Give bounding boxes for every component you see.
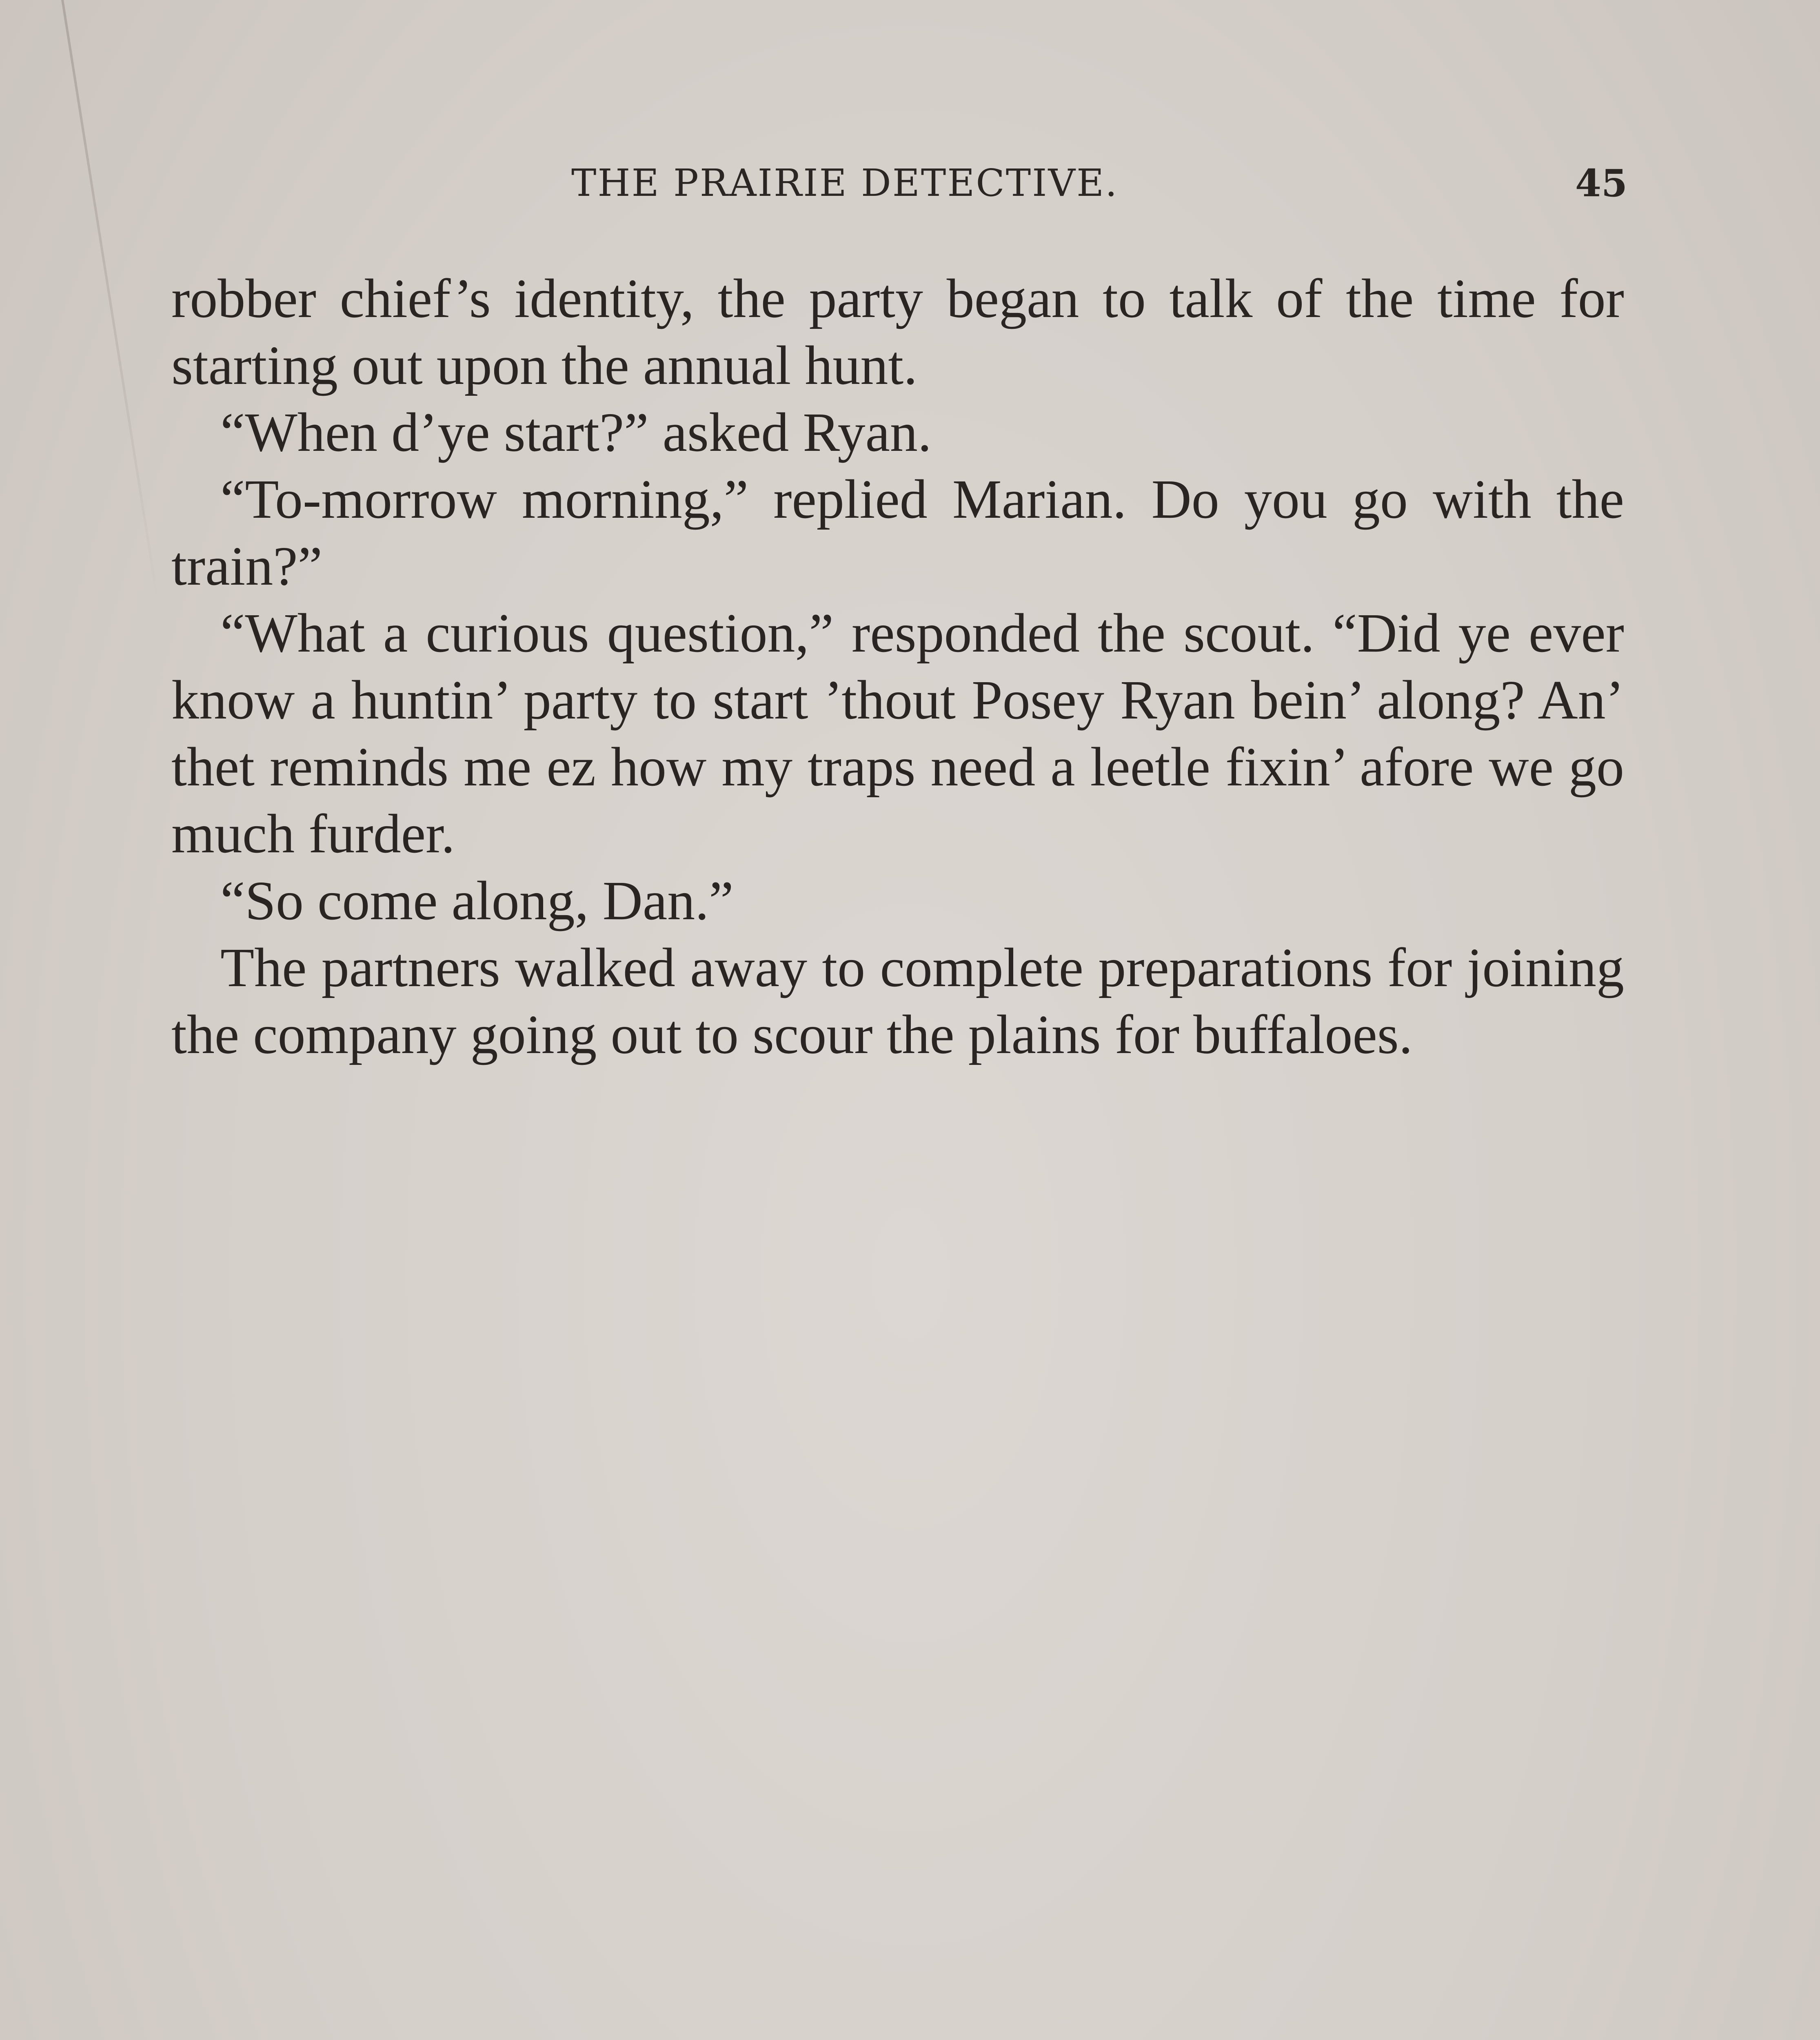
paragraph: “When d’ye start?” asked Ryan. [220,402,932,463]
page-number: 45 [1575,161,1628,205]
paragraph: The partners walked away to complete preparations for joining the company going out to scour the plains for buffaloes. [171,937,1624,1065]
running-title: THE PRAIRIE DETECTIVE. [571,161,1119,205]
paragraph: robber chief’s identity, the party began to talk of the time for starting out upon the annual hunt. [171,268,1624,396]
paragraph: “So come along, Dan.” [220,870,734,931]
body-text [171,265,1624,1068]
paragraph: “To-morrow morning,” replied Marian. Do you go with the train?” [171,469,1624,597]
paragraph: “What a curious question,” responded the scout. “Did ye ever know a huntin’ party to start ’thout Posey Ryan bein’ along? An’ thet reminds me ez how my traps need a leetle fixin’ afore we go much furder. [171,603,1624,865]
page-crease [61,0,160,605]
